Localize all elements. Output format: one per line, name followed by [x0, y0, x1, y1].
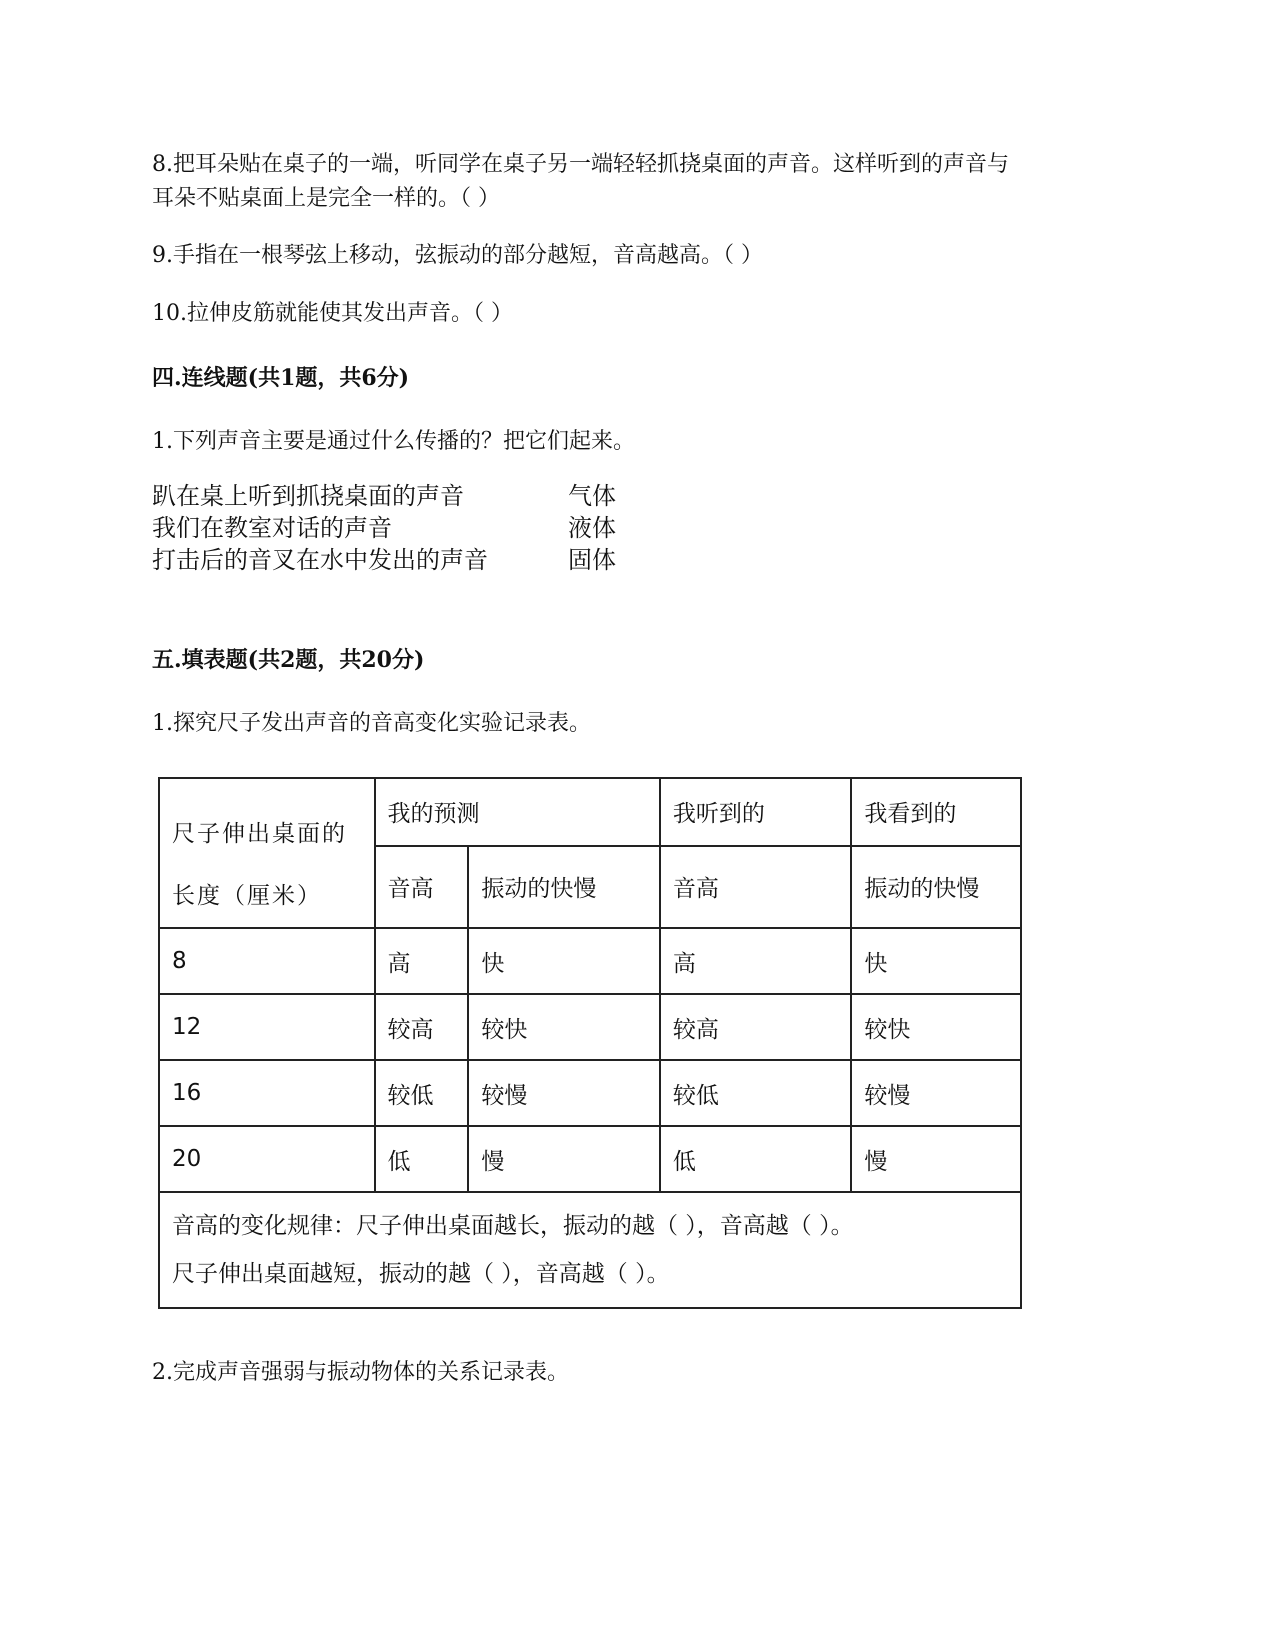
- table-cell: 12: [159, 994, 375, 1060]
- table-row: [159, 1060, 1021, 1126]
- table-cell: 快: [851, 928, 1021, 994]
- section-4-heading: 四.连线题(共1题，共6分): [152, 365, 410, 391]
- match-right-item: 气体: [568, 482, 616, 510]
- pitch-rule-line-2: 尺子伸出桌面越短，振动的越（ ），音高越（ ）。: [172, 1261, 670, 1287]
- section-5-question-1: 1.探究尺子发出声音的音高变化实验记录表。: [152, 711, 591, 736]
- table-cell: 较快: [851, 994, 1021, 1060]
- length-header-cell: 尺子伸出桌面的长度（厘米）: [159, 778, 375, 928]
- table-cell: 20: [159, 1126, 375, 1192]
- table-cell: 慢: [468, 1126, 660, 1192]
- table-row: [159, 928, 1021, 994]
- table-cell: 较高: [660, 994, 852, 1060]
- table-cell: 较高: [375, 994, 469, 1060]
- match-right-item: 固体: [568, 546, 616, 574]
- subheader-vibration-speed: 振动的快慢: [468, 846, 660, 928]
- question-10: 10.拉伸皮筋就能使其发出声音。（ ）: [152, 301, 513, 326]
- table-rule-row: [159, 1192, 1021, 1308]
- match-left-item: 打击后的音叉在水中发出的声音: [152, 546, 488, 574]
- seen-header: 我看到的: [851, 778, 1021, 846]
- table-cell: 8: [159, 928, 375, 994]
- question-9: 9.手指在一根琴弦上移动，弦振动的部分越短，音高越高。（ ）: [152, 243, 763, 268]
- question-8-line-2: 耳朵不贴桌面上是完全一样的。（ ）: [152, 186, 500, 211]
- table-cell: 较慢: [851, 1060, 1021, 1126]
- table-cell: 16: [159, 1060, 375, 1126]
- table-cell: 快: [468, 928, 660, 994]
- prediction-header: 我的预测: [375, 778, 660, 846]
- table-cell: 低: [375, 1126, 469, 1192]
- table-cell: 较低: [375, 1060, 469, 1126]
- section-5-question-2: 2.完成声音强弱与振动物体的关系记录表。: [152, 1360, 569, 1385]
- table-cell: 高: [660, 928, 852, 994]
- question-8-line-1: 8.把耳朵贴在桌子的一端，听同学在桌子另一端轻轻抓挠桌面的声音。这样听到的声音与: [152, 152, 1009, 177]
- match-left-item: 趴在桌上听到抓挠桌面的声音: [152, 482, 464, 510]
- subheader-vibration-speed: 振动的快慢: [851, 846, 1021, 928]
- table-cell: 较快: [468, 994, 660, 1060]
- section-4-question-1: 1.下列声音主要是通过什么传播的？把它们起来。: [152, 429, 635, 454]
- subheader-pitch: 音高: [660, 846, 852, 928]
- match-right-item: 液体: [568, 514, 616, 542]
- match-left-column: [152, 480, 488, 576]
- pitch-rule-cell: [159, 1192, 1021, 1308]
- table-row: [159, 1126, 1021, 1192]
- table-row: [159, 994, 1021, 1060]
- pitch-record-table: [158, 777, 1022, 1309]
- table-cell: 较低: [660, 1060, 852, 1126]
- table-cell: 高: [375, 928, 469, 994]
- table-cell: 慢: [851, 1126, 1021, 1192]
- table-cell: 低: [660, 1126, 852, 1192]
- pitch-rule-line-1: 音高的变化规律：尺子伸出桌面越长，振动的越（ ），音高越（ ）。: [172, 1213, 854, 1239]
- heard-header: 我听到的: [660, 778, 852, 846]
- section-5-heading: 五.填表题(共2题，共20分): [152, 647, 425, 673]
- subheader-pitch: 音高: [375, 846, 469, 928]
- table-cell: 较慢: [468, 1060, 660, 1126]
- match-right-column: [568, 480, 616, 576]
- match-left-item: 我们在教室对话的声音: [152, 514, 392, 542]
- table-header-row: [159, 778, 1021, 846]
